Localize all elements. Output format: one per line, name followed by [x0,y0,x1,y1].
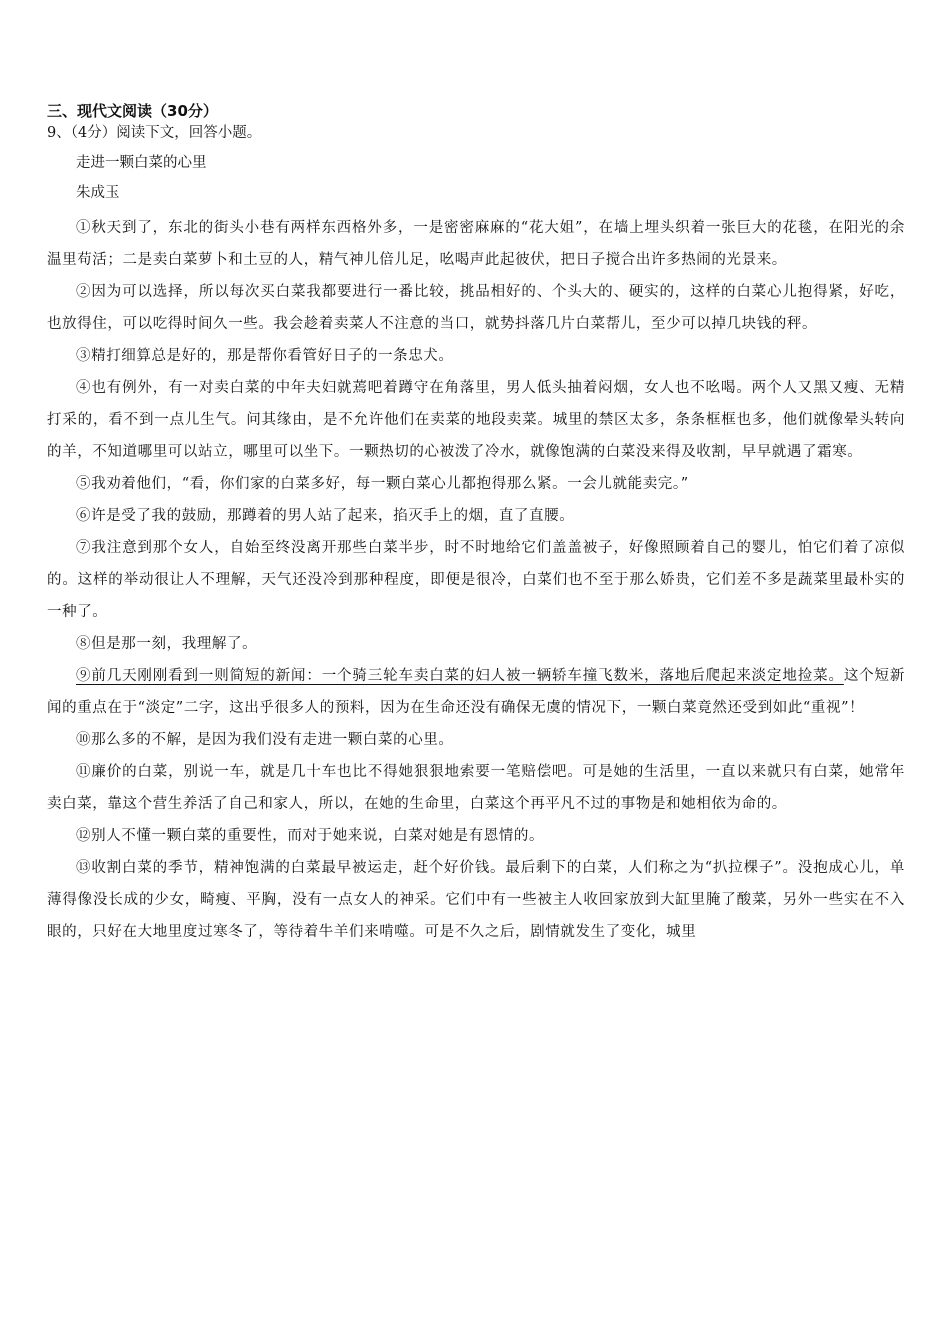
article-title: 走进一颗白菜的心里 [76,155,207,171]
underlined-news-sentence: ⑨前几天刚刚看到一则简短的新闻：一个骑三轮车卖白菜的妇人被一辆轿车撞飞数米，落地后爬起来淡定地捡菜。 [76,668,844,684]
paragraph-4: ④也有例外，有一对卖白菜的中年夫妇就蔫吧着蹲守在角落里，男人低头抽着闷烟，女人也不吆喝。两个人又黑又瘦、无精打采的，看不到一点儿生气。问其缘由，是不允许他们在卖菜的地段卖菜。城里的禁区太多，条条框框也多，他们就像晕头转向的羊，不知道哪里可以站立，哪里可以坐下。一颗热切的心被泼了冷水，就像饱满的白菜没来得及收割，早早就遇了霜寒。 [47,380,905,460]
paragraph-13: ⑬收割白菜的季节，精神饱满的白菜最早被运走，赶个好价钱。最后剩下的白菜，人们称之为“扒拉棵子”。没抱成心儿，单薄得像没长成的少女，畸瘦、平胸，没有一点女人的神采。它们中有一些被主人收回家放到大缸里腌了酸菜，另外一些实在不入眼的，只好在大地里度过寒冬了，等待着牛羊们来啃噬。可是不久之后，剧情就发生了变化，城里 [47,860,905,940]
paragraph-7: ⑦我注意到那个女人，自始至终没离开那些白菜半步，时不时地给它们盖盖被子，好像照顾着自己的婴儿，怕它们着了凉似的。这样的举动很让人不理解，天气还没冷到那种程度，即便是很冷，白菜们也不至于那么娇贵，它们差不多是蔬菜里最朴实的一种了。 [47,540,905,620]
paragraph-9-rest: 这个短新闻的重点在于“淡定”二字，这出乎很多人的预料，因为在生命还没有确保无虞的情况下，一颗白菜竟然还受到如此“重视”！ [47,668,905,716]
document-page [47,100,905,948]
paragraph-3: ③精打细算总是好的，那是帮你看管好日子的一条忠犬。 [76,348,454,364]
paragraph-11: ⑪廉价的白菜，别说一车，就是几十车也比不得她狠狠地索要一笔赔偿吧。可是她的生活里，一直以来就只有白菜，她常年卖白菜，靠这个营生养活了自己和家人，所以，在她的生命里，白菜这个再平凡不过的事物是和她相依为命的。 [47,764,905,812]
question-prompt: 9、（4分）阅读下文，回答小题。 [47,125,262,141]
article-author: 朱成玉 [76,185,120,201]
paragraph-2: ②因为可以选择，所以每次买白菜我都要进行一番比较，挑品相好的、个头大的、硬实的，这样的白菜心儿抱得紧，好吃，也放得住，可以吃得时间久一些。我会趁着卖菜人不注意的当口，就势抖落几片白菜帮儿，至少可以掉几块钱的秤。 [47,284,905,332]
paragraph-8: ⑧但是那一刻，我理解了。 [76,636,258,652]
paragraph-9 [47,660,905,724]
paragraph-6: ⑥许是受了我的鼓励，那蹲着的男人站了起来，掐灭手上的烟，直了直腰。 [76,508,575,524]
section-title: 三、现代文阅读（30分） [47,102,218,120]
paragraph-1: ①秋天到了，东北的街头小巷有两样东西格外多，一是密密麻麻的“花大姐”，在墙上埋头织着一张巨大的花毯，在阳光的余温里苟活；二是卖白菜萝卜和土豆的人，精气神儿倍儿足，吆喝声此起彼伏，把日子搅合出许多热闹的光景来。 [47,220,905,268]
paragraph-12: ⑫别人不懂一颗白菜的重要性，而对于她来说，白菜对她是有恩情的。 [76,828,545,844]
paragraph-10: ⑩那么多的不解，是因为我们没有走进一颗白菜的心里。 [76,732,454,748]
paragraph-5: ⑤我劝着他们，“看，你们家的白菜多好，每一颗白菜心儿都抱得那么紧。一会儿就能卖完。” [76,476,689,492]
